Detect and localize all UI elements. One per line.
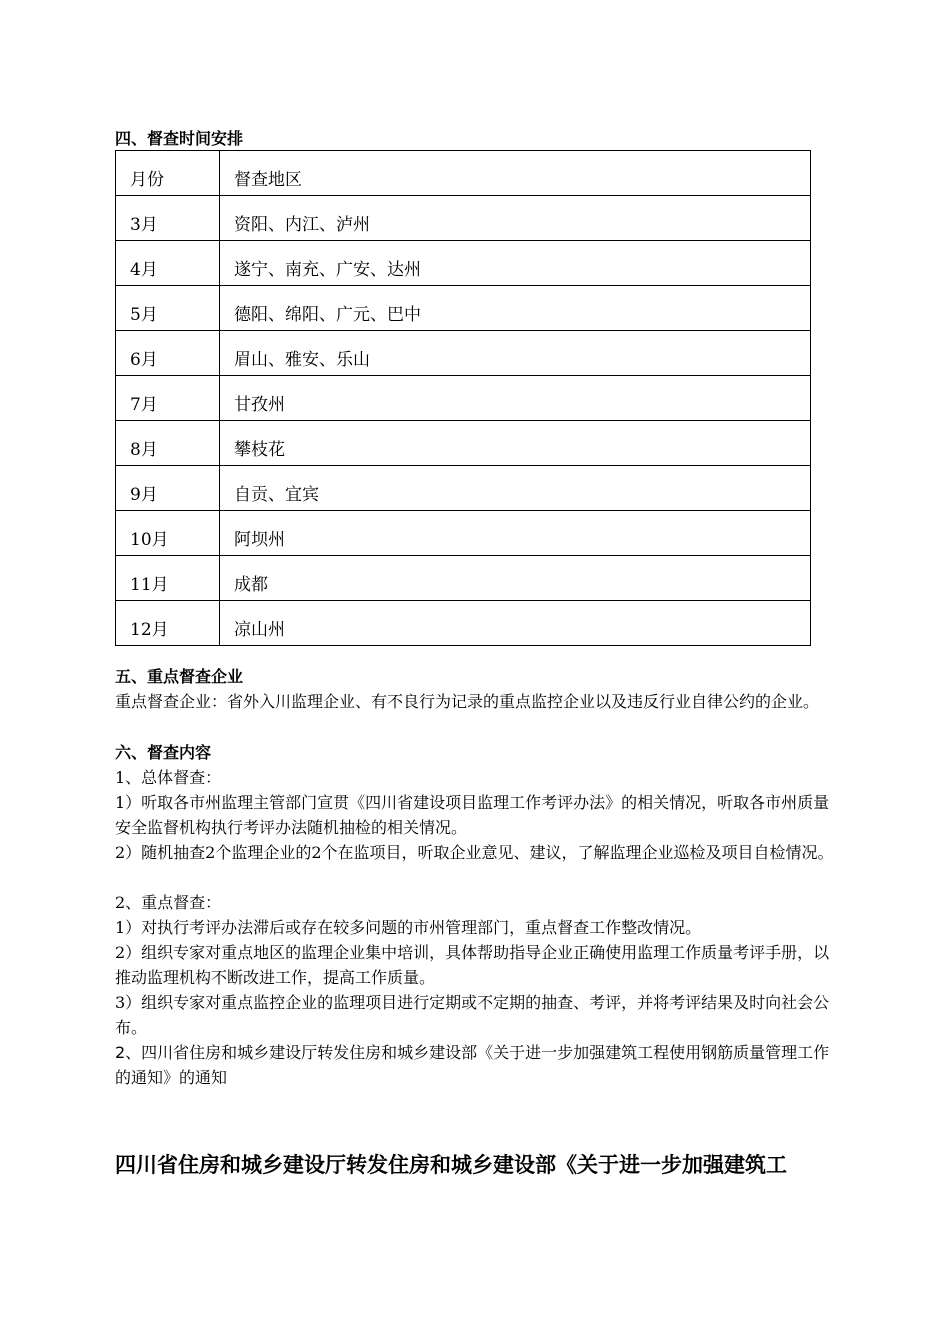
section-6-item: 2）组织专家对重点地区的监理企业集中培训，具体帮助指导企业正确使用监理工作质量考评手册，以推动监理机构不断改进工作，提高工作质量。	[115, 943, 830, 987]
month-cell: 6月	[116, 331, 220, 376]
section-6-item: 2、重点督查：	[115, 893, 222, 912]
inspection-schedule-table	[115, 150, 811, 646]
table-row	[116, 331, 811, 376]
table-header-row	[116, 151, 811, 196]
table-row	[116, 196, 811, 241]
table-row	[116, 466, 811, 511]
month-cell: 7月	[116, 376, 220, 421]
month-cell: 4月	[116, 241, 220, 286]
section-6-heading: 六、督查内容	[115, 743, 212, 762]
table-row	[116, 421, 811, 466]
region-cell: 资阳、内江、泸州	[220, 196, 811, 241]
section-6-item: 3）组织专家对重点监控企业的监理项目进行定期或不定期的抽查、考评，并将考评结果及时向社会公布。	[115, 993, 830, 1037]
month-cell: 月份	[116, 151, 220, 196]
section-5-heading: 五、重点督查企业	[115, 667, 244, 686]
section-6-item: 2）随机抽查2个监理企业的2个在监项目，听取企业意见、建议，了解监理企业巡检及项目自检情况。	[115, 843, 834, 862]
region-cell: 自贡、宜宾	[220, 466, 811, 511]
region-cell: 攀枝花	[220, 421, 811, 466]
table-row	[116, 511, 811, 556]
region-cell: 眉山、雅安、乐山	[220, 331, 811, 376]
section-6-item: 1）对执行考评办法滞后或存在较多问题的市州管理部门，重点督查工作整改情况。	[115, 918, 702, 937]
month-cell: 10月	[116, 511, 220, 556]
region-cell: 凉山州	[220, 601, 811, 646]
section-6-item: 1）听取各市州监理主管部门宣贯《四川省建设项目监理工作考评办法》的相关情况，听取各市州质量安全监督机构执行考评办法随机抽检的相关情况。	[115, 793, 830, 837]
notice-title: 四川省住房和城乡建设厅转发住房和城乡建设部《关于进一步加强建筑工	[115, 1153, 787, 1177]
month-cell: 12月	[116, 601, 220, 646]
region-cell: 德阳、绵阳、广元、巴中	[220, 286, 811, 331]
table-row	[116, 601, 811, 646]
section-4-heading: 四、督查时间安排	[115, 129, 244, 148]
region-cell: 遂宁、南充、广安、达州	[220, 241, 811, 286]
table-row	[116, 286, 811, 331]
table-row	[116, 556, 811, 601]
region-cell: 阿坝州	[220, 511, 811, 556]
region-cell: 甘孜州	[220, 376, 811, 421]
month-cell: 5月	[116, 286, 220, 331]
month-cell: 9月	[116, 466, 220, 511]
notice-subtitle: 2、四川省住房和城乡建设厅转发住房和城乡建设部《关于进一步加强建筑工程使用钢筋质量管理工作的通知》的通知	[115, 1043, 830, 1087]
month-cell: 3月	[116, 196, 220, 241]
region-cell: 成都	[220, 556, 811, 601]
section-6-item: 1、总体督查：	[115, 768, 222, 787]
month-cell: 8月	[116, 421, 220, 466]
month-cell: 11月	[116, 556, 220, 601]
table-row	[116, 241, 811, 286]
section-5-body: 重点督查企业：省外入川监理企业、有不良行为记录的重点监控企业以及违反行业自律公约的企业。	[115, 692, 820, 711]
region-cell: 督查地区	[220, 151, 811, 196]
table-row	[116, 376, 811, 421]
